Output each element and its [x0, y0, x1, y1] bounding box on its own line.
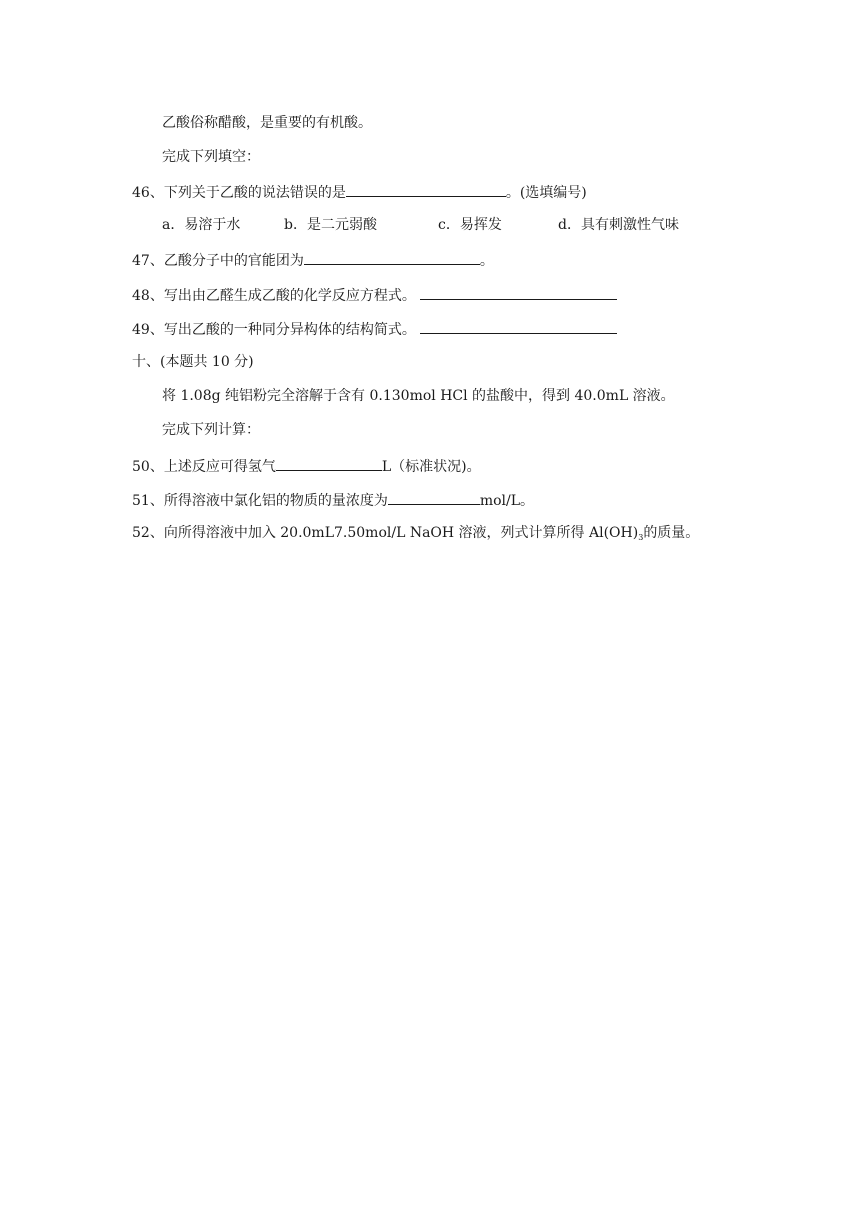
- question-51-tail: mol/L。: [479, 493, 535, 509]
- question-50-stem: 50、上述反应可得氢气: [132, 459, 276, 475]
- subscript-3: 3: [638, 533, 644, 542]
- answer-blank-47[interactable]: [304, 249, 480, 265]
- question-49: [132, 318, 617, 338]
- question-52: [132, 523, 699, 543]
- intro-text: 乙酸俗称醋酸，是重要的有机酸。: [162, 115, 372, 131]
- question-47-stem: 47、乙酸分子中的官能团为: [132, 253, 304, 269]
- option-b: b．是二元弱酸: [284, 217, 377, 233]
- question-51-stem: 51、所得溶液中氯化铝的物质的量浓度为: [132, 493, 388, 509]
- question-48: [132, 284, 617, 304]
- answer-blank-50[interactable]: [276, 455, 382, 471]
- option-a: a．易溶于水: [162, 217, 241, 233]
- question-47-tail: 。: [479, 253, 494, 269]
- question-46-stem: 46、下列关于乙酸的说法错误的是: [132, 185, 346, 201]
- question-47: [132, 249, 494, 269]
- section-problem-text: 将 1.08g 纯铝粉完全溶解于含有 0.130mol HCl 的盐酸中，得到 40.0mL 溶液。: [162, 388, 675, 404]
- question-46-options: [0, 215, 865, 235]
- answer-blank-49[interactable]: [420, 318, 617, 334]
- option-c: c．易挥发: [438, 217, 502, 233]
- answer-blank-46[interactable]: [346, 181, 506, 197]
- option-d: d．具有刺激性气味: [558, 217, 679, 233]
- instruction-text: 完成下列填空：: [162, 149, 260, 165]
- section-heading: 十、(本题共 10 分): [132, 354, 254, 370]
- question-48-stem: 48、写出由乙醛生成乙酸的化学反应方程式。: [132, 288, 416, 304]
- question-49-stem: 49、写出乙酸的一种同分异构体的结构简式。: [132, 322, 416, 338]
- section-instruction-text: 完成下列计算：: [162, 422, 260, 438]
- question-46-tail: 。(选填编号): [505, 185, 587, 201]
- question-51: [132, 489, 534, 509]
- question-50-tail: L（标准状况)。: [381, 459, 481, 475]
- answer-blank-51[interactable]: [388, 489, 480, 505]
- question-52-tail: 的质量。: [643, 525, 700, 541]
- question-50: [132, 455, 481, 475]
- question-52-stem: 52、向所得溶液中加入 20.0mL7.50mol/L NaOH 溶液，列式计算所得 Al(OH): [132, 525, 639, 541]
- question-46: [132, 181, 587, 201]
- answer-blank-48[interactable]: [420, 284, 617, 300]
